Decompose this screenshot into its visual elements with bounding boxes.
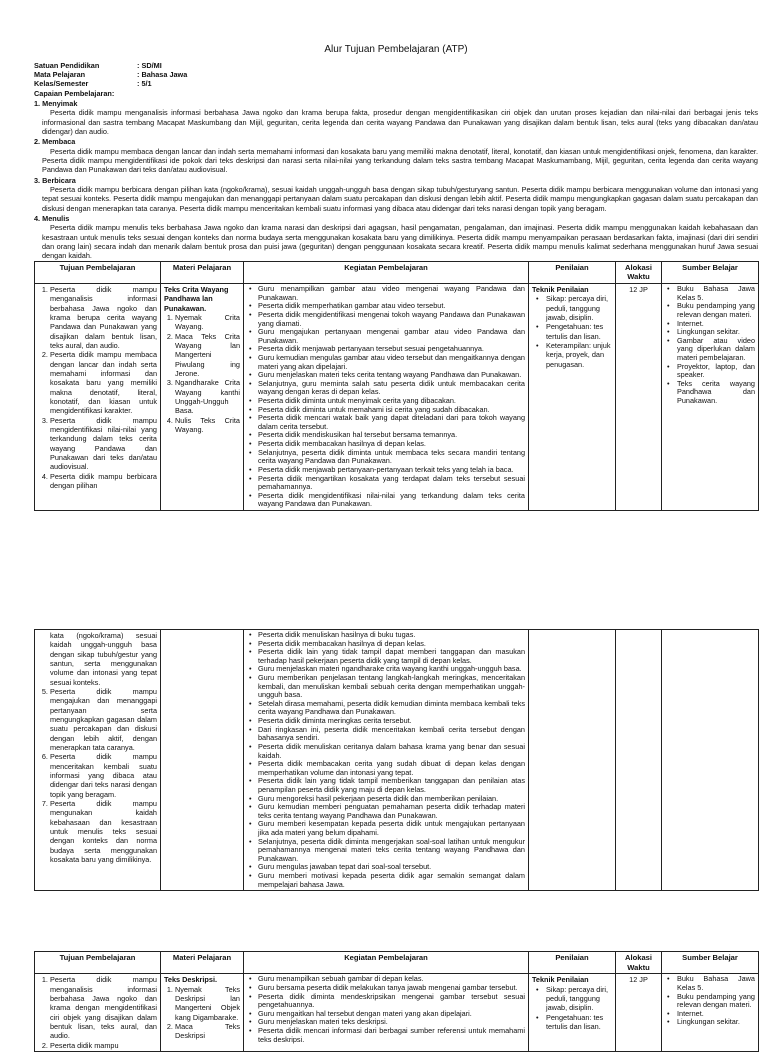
tujuan-item: 3. Peserta didik mampu mengidentifikasi nilai-nilai yang terkandung dalam teks cerita wayang Pandawa dan Punakawan dari teks dan/atau audiovisual. — [50, 416, 157, 472]
sumber-item: • Buku Bahasa Jawa Kelas 5. — [677, 975, 755, 992]
identity-label: Satuan Pendidikan — [34, 60, 100, 70]
atp-table-1 — [34, 261, 759, 511]
kegiatan-cell — [244, 974, 529, 1052]
penilaian-cell — [529, 630, 616, 891]
identity-value: : SD/MI — [137, 60, 162, 70]
sumber-item: • Teks cerita wayang Pandhawa dan Punakawan. — [677, 380, 755, 406]
penilaian-item: • Pengetahuan: tes tertulis dan lisan. — [546, 322, 612, 341]
sumber-cell — [662, 630, 759, 891]
atp-table-3 — [34, 951, 759, 1052]
kegiatan-list — [247, 975, 525, 1044]
header-kegiatan: Kegiatan Pembelajaran — [244, 261, 529, 283]
alokasi-cell: 12 JP — [616, 974, 662, 1052]
materi-item: 2. Maca Teks Deskripsi — [175, 1022, 240, 1041]
kegiatan-item: • Peserta didik menuliskan ceritanya dalam bahasa krama yang benar dan sesuai kaidah. — [258, 743, 525, 760]
kegiatan-item: • Guru menampilkan gambar atau video mengenai wayang Pandawa dan Punakawan. — [258, 285, 525, 302]
header-sumber: Sumber Belajar — [662, 261, 759, 283]
alokasi-cell — [616, 630, 662, 891]
materi-item: 1. Nyemak Teks Deskripsi lan Mangerteni Objek kang Digambarake. — [175, 985, 240, 1022]
table-row — [35, 284, 759, 511]
tujuan-item: 5. Peserta didik mampu mengajukan dan menanggapi pertanyaan serta mengungkapkan gagasan dalam suatu percakapan dan diskusi dengan lebih aktif, dengan menerapkan tata caranya. — [50, 687, 157, 752]
materi-list — [164, 313, 240, 434]
identity-row — [34, 61, 187, 70]
tujuan-item: 1. Peserta didik mampu menganalisis informasi berbahasa Jawa ngoko dan krama dengan mengidentifikasi ciri objek yang disajikan dalam bentuk lisan, teks aural, dan audio. — [50, 975, 157, 1040]
kegiatan-item: • Peserta didik lain yang tidak tampil memberikan tanggapan dan penilaian atas penampilan peserta didik yang maju di depan kelas. — [258, 777, 525, 794]
capaian-section-title: 2. Membaca — [34, 137, 76, 147]
penilaian-cell — [529, 284, 616, 511]
kegiatan-item: • Guru kemudian memberi penguatan pemahaman peserta didik terhadap materi teks cerita tentang wayang Pandhawa dan Punakawan. — [258, 803, 525, 820]
kegiatan-item: • Guru kemudian mengulas gambar atau video tersebut dan mengaitkannya dengan materi yang akan dipelajari. — [258, 354, 525, 371]
sumber-item: • Buku pendamping yang relevan dengan materi. — [677, 302, 755, 319]
sumber-cell — [662, 974, 759, 1052]
kegiatan-item: • Selanjutnya, peserta didik diminta untuk membaca teks secara mandiri tentang cerita wayang Pandawa dan Punakawan. — [258, 449, 525, 466]
capaian-sections — [34, 99, 758, 261]
tujuan-item: 6. Peserta didik mampu menceritakan kembali suatu informasi yang dibaca atau didengar dari teks narasi dengan topik yang beragam. — [50, 752, 157, 799]
header-tujuan: Tujuan Pembelajaran — [35, 952, 161, 974]
kegiatan-item: • Peserta didik diminta mendeskripsikan mengenai gambar tersebut sesuai pengetahuannya. — [258, 993, 525, 1010]
penilaian-title: Teknik Penilaian — [532, 285, 589, 295]
page-title: Alur Tujuan Pembelajaran (ATP) — [324, 44, 468, 55]
sumber-cell — [662, 284, 759, 511]
kegiatan-item: • Selanjutnya, guru meminta salah satu peserta didik untuk membacakan cerita wayang dengan keras di depan kelas. — [258, 380, 525, 397]
capaian-section-body: Peserta didik mampu menulis teks berbahasa Jawa ngoko dan krama narasi dan deskripsi dari agagsan, hasil pengamatan, pengalaman, dan imajinasi. Peserta didik mampu menggunakan kaidah kebahasaan dan kesastraan untuk menulis teks sesuai dengan konteks dan norma budaya serta menggunakan kosakata baru yang dimilikinya. Peserta didik mampu menyampaikan perasaan berdasarkan fakta, imajinasi (dari diri sendiri dan orang lain) secara indah dan menarik dalam bentuk prosa dan puisi jawa (geguritan) dengan penggunaan kosakata secara kreatif. Peserta didik mampu menulis kalimat sederhana menggunakan huruf Jawa sesuai dengan kaidah. — [42, 223, 758, 261]
penilaian-list — [532, 294, 612, 369]
kegiatan-item: • Guru mengaitkan hal tersebut dengan materi yang akan dipelajari. — [258, 1010, 525, 1019]
kegiatan-item: • Peserta didik lain yang tidak tampil dapat memberi tanggapan dan masukan terhadap hasil pekerjaan peserta didik yang tampil di depan kelas. — [258, 648, 525, 665]
tujuan-item: 2. Peserta didik mampu membaca dengan lancar dan indah serta memahami informasi dan kosakata baru yang memiliki makna denotatif, literal, konotatif, dan kiasan untuk mengidentifikasi karakter. — [50, 350, 157, 415]
page-1 — [34, 44, 758, 511]
tujuan-list — [38, 285, 157, 490]
table-header-row — [35, 952, 759, 974]
atp-table-2 — [34, 629, 759, 891]
sumber-item: • Buku Bahasa Jawa Kelas 5. — [677, 285, 755, 302]
kegiatan-list — [247, 285, 525, 509]
sumber-item: • Internet. — [677, 320, 755, 329]
kegiatan-item: • Dari ringkasan ini, peserta didik menceritakan kembali cerita tersebut dengan bahasanya sendiri. — [258, 726, 525, 743]
sumber-item: • Lingkungan sekitar. — [677, 328, 755, 337]
kegiatan-cell — [244, 284, 529, 511]
kegiatan-item: • Peserta didik menuliskan hasilnya di buku tugas. — [258, 631, 525, 640]
identity-table — [34, 61, 187, 89]
kegiatan-cell — [244, 630, 529, 891]
penilaian-cell — [529, 974, 616, 1052]
tujuan-cell — [35, 630, 161, 891]
header-penilaian: Penilaian — [529, 261, 616, 283]
penilaian-item: • Keterampilan: unjuk kerja, proyek, dan penugasan. — [546, 341, 612, 369]
penilaian-item: • Pengetahuan: tes tertulis dan lisan. — [546, 1013, 612, 1032]
identity-row — [34, 70, 187, 79]
sumber-list — [665, 285, 755, 406]
materi-item: 4. Nulis Teks Crita Wayang. — [175, 416, 240, 435]
capaian-section-body: Peserta didik mampu berbicara dengan pilihan kata (ngoko/krama), sesuai kaidah unggah-ungguh basa dengan sikap tubuh/gesturyang santun. Peserta didik mampu berbicara menggunakan volume dan intonasi yang tepat sesuai konteks. Peserta didik mampu mengajukan dan menanggapi pertanyaan dalam suatu percakapan dan diskusi dengan lebih aktif. Peserta didik mampu mengungkapkan gagasan dalam suatu percakapan dan diskusi dengan menerapkan tata caranya. Peserta didik mampu menceritakan kembali suatu informasi yang dibaca atau didengar dari teks narasi dengan topik yang beragam. — [42, 185, 758, 213]
kegiatan-item: • Peserta didik diminta untuk memahami isi cerita yang sudah dibacakan. — [258, 406, 525, 415]
kegiatan-item: • Selanjutnya, peserta didik diminta mengerjakan soal-soal latihan untuk mengukur pemahamannya mengenai materi teks cerita tentang wayang Pandhawa dan Punakawan. — [258, 838, 525, 864]
header-penilaian: Penilaian — [529, 952, 616, 974]
penilaian-item: • Sikap: percaya diri, peduli, tanggung jawab, disiplin. — [546, 985, 612, 1013]
header-kegiatan: Kegiatan Pembelajaran — [244, 952, 529, 974]
capaian-label: Capaian Pembelajaran: — [34, 88, 115, 98]
kegiatan-item: • Guru menjelaskan materi teks cerita tentang wayang Pandhawa dan Punakawan. — [258, 371, 525, 380]
kegiatan-item: • Guru mengulas jawaban tepat dari soal-soal tersebut. — [258, 863, 525, 872]
kegiatan-item: • Setelah dirasa memahami, peserta didik kemudian diminta membaca kembali teks cerita wayang Pandhawa dan Punakawan. — [258, 700, 525, 717]
penilaian-title: Teknik Penilaian — [532, 975, 589, 985]
capaian-section-body: Peserta didik mampu membaca dengan lancar dan indah serta memahami informasi dan kosakata baru yang memiliki makna denotatif, literal, konotatif, dan kiasan untuk mengidentifikasi onjek, fenomena, dan karakter. Peserta didik mampu mengidentifikasi ide pokok dari teks deskripsi dan narasi serta nilai-nilai yang terkandung dalam teks sastra tembang Macapat Maskumambang, Mijil, geguritan, cerita legenda dan cerita wayang Pandawa dan Punakawan dari teks dan/atau audiovisual. — [42, 146, 758, 175]
kegiatan-item: • Peserta didik membacakan cerita yang sudah dibuat di depan kelas dengan memperhatikan volume dan intonasi yang tepat. — [258, 760, 525, 777]
sumber-item: • Gambar atau video yang diperlukan dalam materi pembelajaran. — [677, 337, 755, 363]
capaian-section-title: 4. Menulis — [34, 214, 70, 224]
kegiatan-item: • Peserta didik menjawab pertanyaan tersebut sesuai pengetahuannya. — [258, 345, 525, 354]
kegiatan-item: • Peserta didik memperhatikan gambar atau video tersebut. — [258, 302, 525, 311]
materi-title: Teks Deskripsi. — [164, 975, 217, 985]
capaian-section-title: 1. Menyimak — [34, 99, 78, 109]
page-3 — [34, 951, 758, 1052]
kegiatan-item: • Peserta didik mencari informasi dari berbagai sumber referensi untuk memahami teks deskripsi. — [258, 1027, 525, 1044]
sumber-list — [665, 975, 755, 1027]
penilaian-list — [532, 985, 612, 1032]
identity-label: Mata Pelajaran — [34, 70, 86, 80]
table-row — [35, 974, 759, 1052]
tujuan-list — [38, 687, 157, 864]
kegiatan-item: • Guru memberi motivasi kepada peserta didik agar semakin semangat dalam mempelajari bahasa Jawa. — [258, 872, 525, 889]
tujuan-list — [38, 975, 157, 1050]
table-row — [35, 630, 759, 891]
alokasi-cell: 12 JP — [616, 284, 662, 511]
kegiatan-item: • Peserta didik mendiskusikan hal tersebut bersama temannya. — [258, 431, 525, 440]
kegiatan-list — [247, 631, 525, 889]
header-materi: Materi Pelajaran — [161, 952, 244, 974]
header-alokasi: Alokasi Waktu — [616, 952, 662, 974]
capaian-section-body: Peserta didik mampu menganalisis informasi berbahasa Jawa ngoko dan krama berupa fakta, prosedur dengan mengidentifikasikan ciri objek dan urutan proses kejadian dan nilai-nilai dari berbagai jenis teks informasional dan sastra tembang Macapat Maskumbang dan Mijil, geguritan, cerita legenda dan cerita wayang Pandawa dan Punakawan yang disajikan dalam bentuk lisan, teks aural (teks yang dibacakan dan/atau didengar) dan audio. — [42, 108, 758, 137]
materi-item: 1. Nyemak Crita Wayang. — [175, 313, 240, 332]
penilaian-item: • Sikap: percaya diri, peduli, tanggung jawab, disiplin. — [546, 294, 612, 322]
header-materi: Materi Pelajaran — [161, 261, 244, 283]
materi-cell — [161, 630, 244, 891]
materi-cell — [161, 974, 244, 1052]
identity-value: : Bahasa Jawa — [137, 70, 188, 80]
header-alokasi: Alokasi Waktu — [616, 261, 662, 283]
materi-item: 3. Ngandharake Crita Wayang kanthi Unggah-Ungguh Basa. — [175, 378, 240, 415]
kegiatan-item: • Guru menampilkan sebuah gambar di depan kelas. — [258, 975, 525, 984]
kegiatan-item: • Peserta didik menjawab pertanyaan-pertanyaan terkait teks yang telah ia baca. — [258, 466, 525, 475]
kegiatan-item: • Guru memberi kesempatan kepada peserta didik untuk mengajukan pertanyaan jika ada materi yang belum dipahami. — [258, 820, 525, 837]
kegiatan-item: • Peserta didik mencari watak baik yang dapat diteladani dari para tokoh wayang dalam cerita tersebut. — [258, 414, 525, 431]
tujuan-item: 2. Peserta didik mampu — [50, 1041, 157, 1050]
table-header-row — [35, 261, 759, 283]
identity-value: : 5/1 — [137, 79, 152, 89]
materi-title: Teks Crita Wayang Pandhawa lan Punakawan. — [164, 285, 229, 313]
kegiatan-item: • Guru menjelaskan materi ngandharake crita wayang kanthi unggah-ungguh basa. — [258, 665, 525, 674]
kegiatan-item: • Guru bersama peserta didik melakukan tanya jawab mengenai gambar tersebut. — [258, 984, 525, 993]
tujuan-cell — [35, 284, 161, 511]
sumber-item: • Lingkungan sekitar. — [677, 1018, 755, 1027]
tujuan-item: 1. Peserta didik mampu menganalisis informasi berbahasa Jawa ngoko dan krama berupa cerita wayang Pandawa dan Punakawan yang disajikan dalam bentuk lisan, teks aural, dan audio. — [50, 285, 157, 350]
kegiatan-item: • Peserta didik membacakan hasilnya di depan kelas. — [258, 440, 525, 449]
tujuan-cell — [35, 974, 161, 1052]
kegiatan-item: • Peserta didik mengidentifikasi nilai-nilai yang terkandung dalam teks cerita wayang Pandawa dan Punakawan. — [258, 492, 525, 509]
sumber-item: • Buku pendamping yang relevan dengan materi. — [677, 993, 755, 1010]
materi-item: 2. Maca Teks Crita Wayang lan Mangerteni Piwulang ing Jerone. — [175, 332, 240, 379]
materi-list — [164, 985, 240, 1041]
kegiatan-item: • Peserta didik diminta untuk menyimak cerita yang dibacakan. — [258, 397, 525, 406]
kegiatan-item: • Peserta didik mengidentifikasi mengenai tokoh wayang Pandawa dan Punakawan yang diamati. — [258, 311, 525, 328]
tujuan-item: 4. Peserta didik mampu berbicara dengan pilihan — [50, 472, 157, 491]
tujuan-continuation: kata (ngoko/krama) sesuai kaidah unggah-ungguh basa dengan sikap tubuh/gestur yang santun, serta menggunakan volume dan intonasi yang tepat sesuai konteks. — [50, 631, 157, 687]
identity-label: Kelas/Semester — [34, 79, 89, 89]
kegiatan-item: • Guru mengajukan pertanyaan mengenai gambar atau video Pandawa dan Punakawan. — [258, 328, 525, 345]
sumber-item: • Proyektor, laptop, dan speaker. — [677, 363, 755, 380]
tujuan-item: 7. Peserta didik mampu mengunakan kaidah kebahasaan dan kesastraan untuk menulis teks sesuai dengan konteks dan norma budaya serta menggunakan kosakata baru yang dimilikinya. — [50, 799, 157, 864]
capaian-section-title: 3. Berbicara — [34, 175, 76, 185]
materi-cell — [161, 284, 244, 511]
kegiatan-item: • Peserta didik membacakan hasilnya di depan kelas. — [258, 640, 525, 649]
kegiatan-item: • Peserta didik diminta meringkas cerita tersebut. — [258, 717, 525, 726]
kegiatan-item: • Peserta didik mengartikan kosakata yang terdapat dalam teks tersebut sesuai pemahamannya. — [258, 475, 525, 492]
header-sumber: Sumber Belajar — [662, 952, 759, 974]
kegiatan-item: • Guru memberikan penjelasan tentang langkah-langkah meringkas, menceritakan kembali, dan menuliskan kembali sebuah cerita dengan memperhatikan unggah-ungguh basa. — [258, 674, 525, 700]
header-tujuan: Tujuan Pembelajaran — [35, 261, 161, 283]
identity-row — [34, 79, 187, 88]
kegiatan-item: • Guru mengoreksi hasil pekerjaan peserta didik dan memberikan penilaian. — [258, 795, 525, 804]
kegiatan-item: • Guru menjelaskan materi teks deskripsi. — [258, 1018, 525, 1027]
sumber-item: • Internet. — [677, 1010, 755, 1019]
page-2 — [34, 629, 758, 891]
